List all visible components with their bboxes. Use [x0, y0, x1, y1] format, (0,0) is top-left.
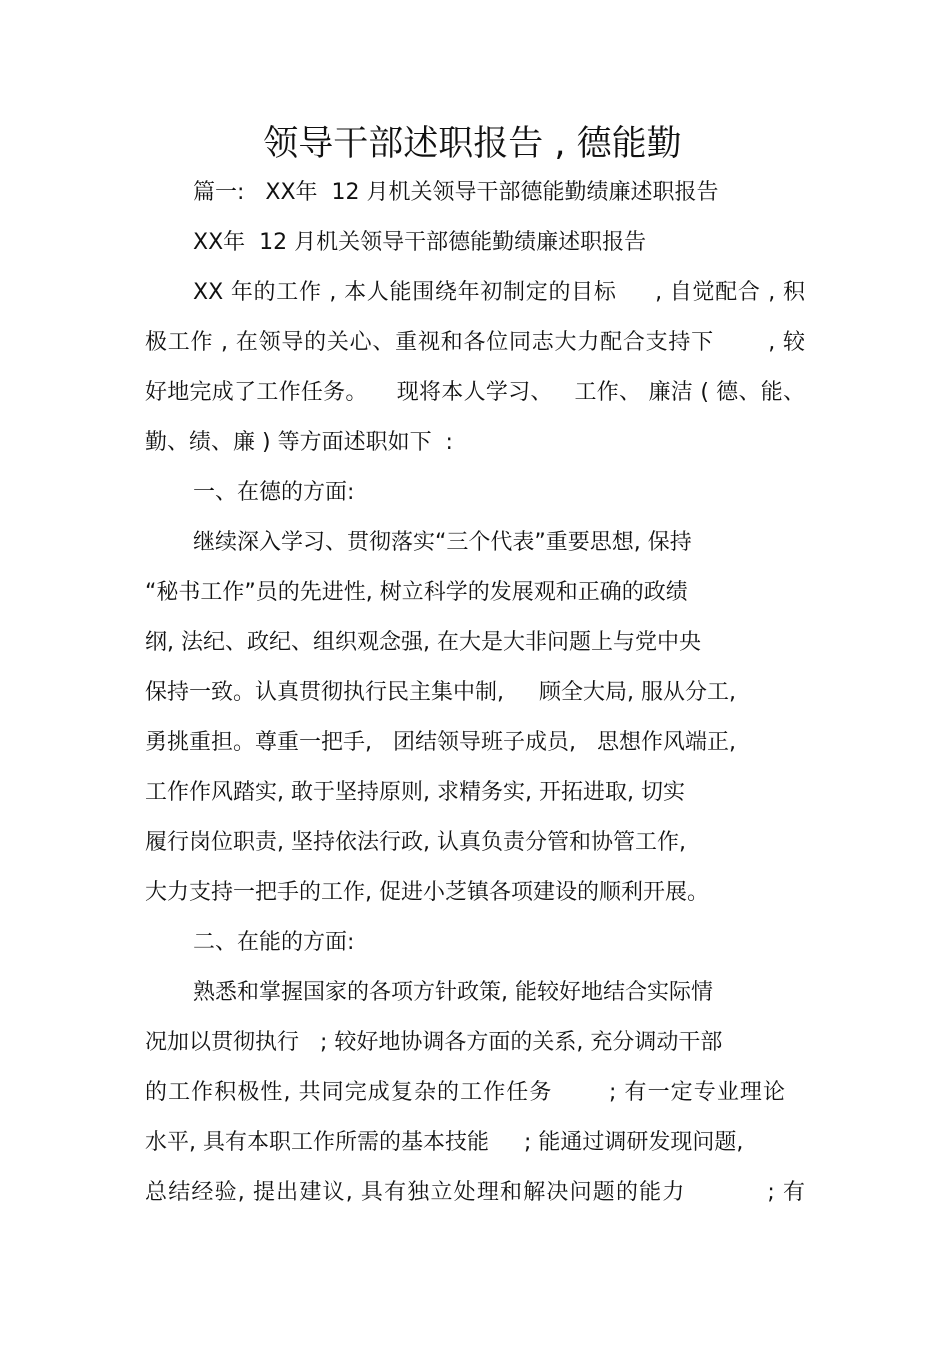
report-heading: XX年 12 月机关领导干部德能勤绩廉述职报告	[193, 230, 647, 255]
paragraph-line: 的工作积极性, 共同完成复杂的工作任务 ; 有一定专业理论	[145, 1080, 785, 1105]
document-title: 领导干部述职报告 , 德能勤	[263, 124, 682, 164]
paragraph-line: 勤、绩、廉 ) 等方面述职如下 :	[145, 430, 453, 455]
paragraph-line: 履行岗位职责, 坚持依法行政, 认真负责分管和协管工作,	[145, 830, 686, 855]
section-heading-de: 一、在德的方面:	[193, 480, 355, 505]
paragraph-line: 熟悉和掌握国家的各项方针政策, 能较好地结合实际情	[193, 980, 713, 1005]
paragraph-line: 况加以贯彻执行 ; 较好地协调各方面的关系, 充分调动干部	[145, 1030, 723, 1055]
paragraph-line: 工作作风踏实, 敢于坚持原则, 求精务实, 开拓进取, 切实	[145, 780, 685, 805]
paragraph-line: 总结经验, 提出建议, 具有独立处理和解决问题的能力 ; 有	[145, 1180, 805, 1205]
subtitle-line: 篇一: XX年 12 月机关领导干部德能勤绩廉述职报告	[193, 180, 719, 205]
paragraph-line: 水平, 具有本职工作所需的基本技能 ; 能通过调研发现问题,	[145, 1130, 744, 1155]
paragraph-line: 极工作 , 在领导的关心、重视和各位同志大力配合支持下 , 较	[145, 330, 805, 355]
section-heading-neng: 二、在能的方面:	[193, 930, 355, 955]
paragraph-line: 纲, 法纪、政纪、组织观念强, 在大是大非问题上与党中央	[145, 630, 701, 655]
paragraph-line: “秘书工作”员的先进性, 树立科学的发展观和正确的政绩	[145, 580, 688, 605]
paragraph-line: 好地完成了工作任务。 现将本人学习、 工作、 廉洁 ( 德、能、	[145, 380, 805, 405]
paragraph-line: 大力支持一把手的工作, 促进小芝镇各项建设的顺利开展。	[145, 880, 709, 905]
paragraph-line: 勇挑重担。尊重一把手, 团结领导班子成员, 思想作风端正,	[145, 730, 736, 755]
paragraph-line: XX 年的工作 , 本人能围绕年初制定的目标 , 自觉配合 , 积	[193, 280, 805, 305]
paragraph-line: 保持一致。认真贯彻执行民主集中制, 顾全大局, 服从分工,	[145, 680, 736, 705]
paragraph-line: 继续深入学习、贯彻落实“三个代表”重要思想, 保持	[193, 530, 692, 555]
